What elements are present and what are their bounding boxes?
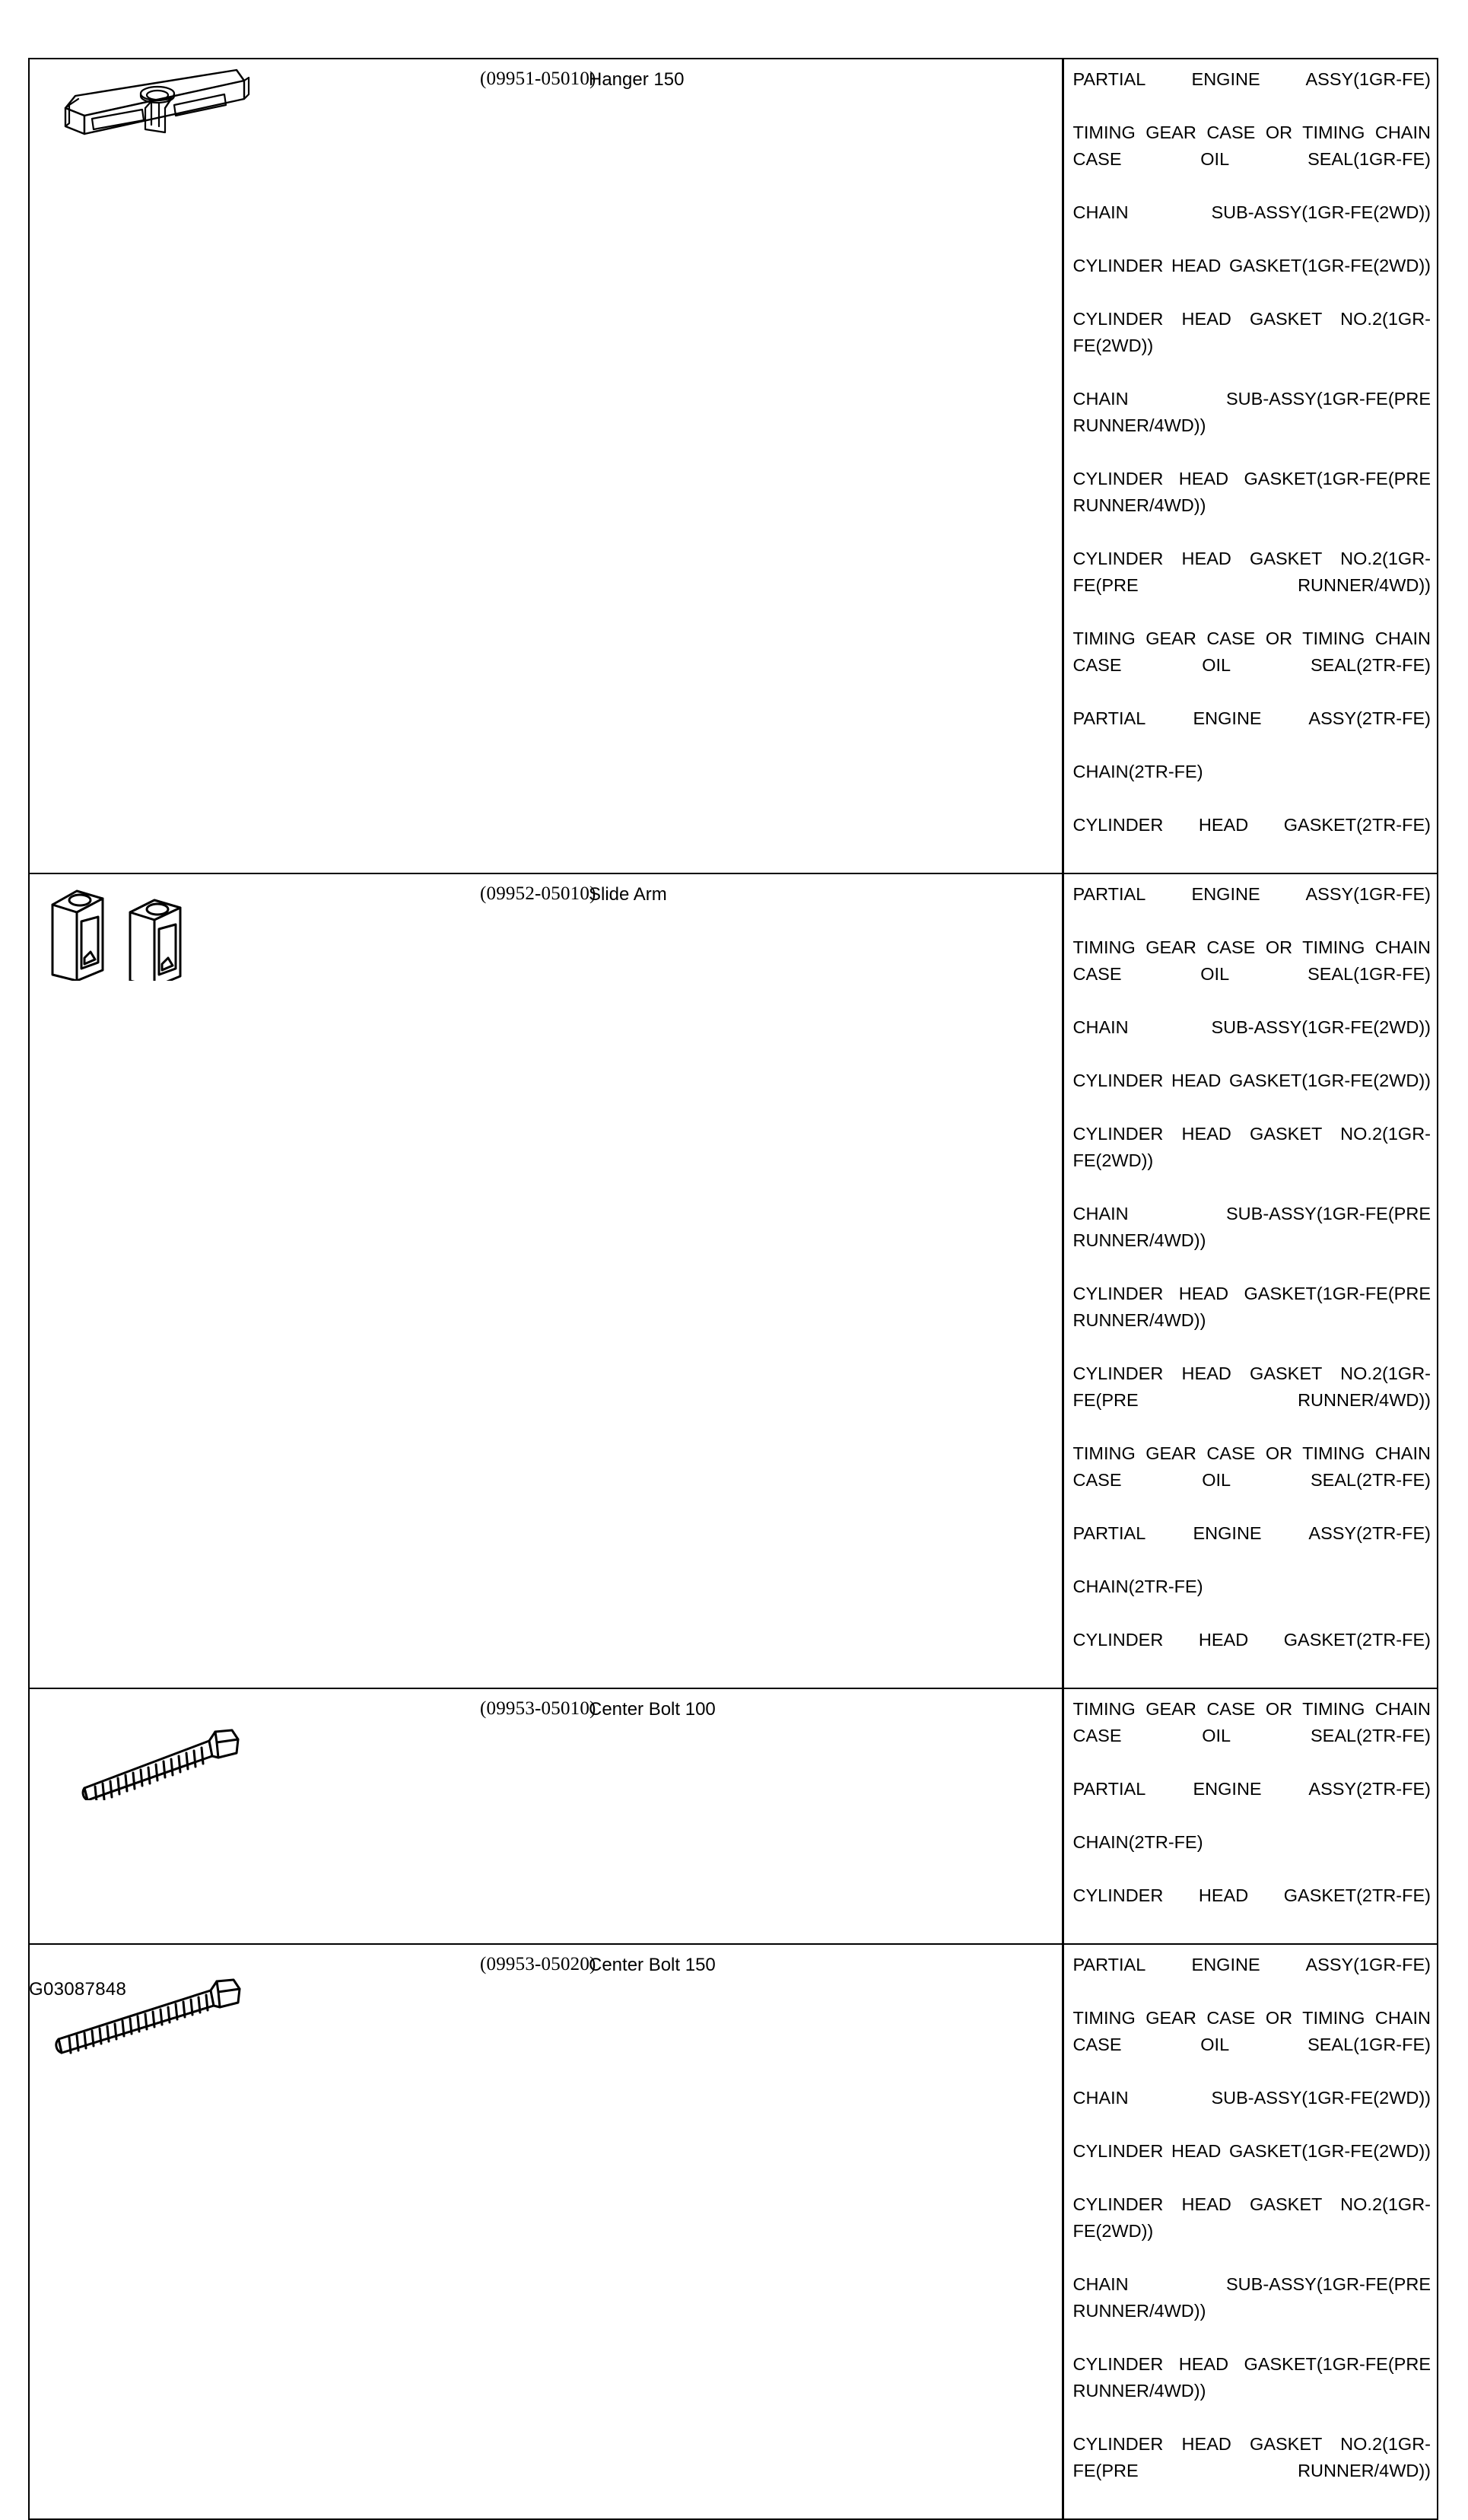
application-item: TIMING GEAR CASE OR TIMING CHAIN CASE OIL SEAL(2TR-FE) (1072, 1443, 1431, 1490)
table-row (29, 1688, 1438, 1944)
tool-name: Hanger 150 (589, 69, 685, 90)
tool-code: (09953-05010) (480, 1698, 596, 1719)
application-item: PARTIAL ENGINE ASSY(2TR-FE) (1072, 1779, 1431, 1799)
application-item: TIMING GEAR CASE OR TIMING CHAIN CASE OIL SEAL(1GR-FE) (1072, 937, 1431, 984)
application-item: CYLINDER HEAD GASKET(1GR-FE(PRE RUNNER/4WD)) (1072, 1284, 1431, 1330)
tool-id-cell (254, 1688, 1063, 1944)
application-item: CYLINDER HEAD GASKET NO.2(1GR-FE(PRE RUNNER/4WD)) (1072, 549, 1431, 595)
application-item: PARTIAL ENGINE ASSY(2TR-FE) (1072, 1523, 1431, 1543)
application-item: TIMING GEAR CASE OR TIMING CHAIN CASE OIL SEAL(1GR-FE) (1072, 2008, 1431, 2054)
figure-cell (29, 1944, 254, 2519)
application-item: CHAIN SUB-ASSY(1GR-FE(2WD)) (1072, 2088, 1431, 2108)
applications-list (1073, 66, 1431, 865)
table-row (29, 873, 1438, 1688)
special-service-tool-table (28, 58, 1438, 2520)
application-item: CYLINDER HEAD GASKET(2TR-FE) (1072, 815, 1431, 835)
applications-cell (1063, 1688, 1438, 1944)
code-line (254, 59, 1062, 103)
application-item: CHAIN(2TR-FE) (1072, 762, 1203, 781)
application-item: CHAIN SUB-ASSY(1GR-FE(2WD)) (1072, 202, 1431, 222)
figure-cell (29, 59, 254, 873)
application-item: CHAIN SUB-ASSY(1GR-FE(PRE RUNNER/4WD)) (1072, 389, 1431, 435)
application-item: PARTIAL ENGINE ASSY(2TR-FE) (1072, 708, 1431, 728)
tool-name: Center Bolt 100 (589, 1699, 716, 1720)
slide-arm-icon (30, 874, 255, 981)
tool-id-cell (254, 1944, 1063, 2519)
application-item: CYLINDER HEAD GASKET(2TR-FE) (1072, 1630, 1431, 1650)
tool-code: (09951-05010) (480, 68, 596, 89)
hanger-150-icon (30, 59, 255, 151)
applications-cell (1063, 59, 1438, 873)
application-item: CYLINDER HEAD GASKET(1GR-FE(2WD)) (1072, 2141, 1431, 2161)
application-item: CYLINDER HEAD GASKET(2TR-FE) (1072, 1885, 1431, 1905)
tool-name: Center Bolt 150 (589, 1955, 716, 1975)
application-item: CYLINDER HEAD GASKET(1GR-FE(2WD)) (1072, 1071, 1431, 1090)
applications-list (1073, 1952, 1431, 2511)
application-item: CHAIN SUB-ASSY(1GR-FE(PRE RUNNER/4WD)) (1072, 1204, 1431, 1250)
center-bolt-150-illustration (30, 1945, 255, 2059)
tool-id-cell (254, 59, 1063, 873)
application-item: CYLINDER HEAD GASKET NO.2(1GR-FE(2WD)) (1072, 1124, 1431, 1170)
tool-id-cell (254, 873, 1063, 1688)
code-line (254, 874, 1062, 918)
table-body (29, 59, 1438, 2519)
tool-code: (09953-05020) (480, 1954, 596, 1974)
application-item: CHAIN(2TR-FE) (1072, 1832, 1203, 1852)
application-item: PARTIAL ENGINE ASSY(1GR-FE) (1072, 69, 1431, 89)
application-item: PARTIAL ENGINE ASSY(1GR-FE) (1072, 1955, 1431, 1974)
slide-arm-illustration (30, 874, 255, 981)
application-item: CHAIN SUB-ASSY(1GR-FE(2WD)) (1072, 1017, 1431, 1037)
application-item: TIMING GEAR CASE OR TIMING CHAIN CASE OIL SEAL(2TR-FE) (1072, 628, 1431, 675)
table-row (29, 59, 1438, 873)
application-item: CYLINDER HEAD GASKET NO.2(1GR-FE(2WD)) (1072, 2194, 1431, 2241)
figure-cell (29, 1688, 254, 1944)
applications-list (1073, 881, 1431, 1680)
application-item: TIMING GEAR CASE OR TIMING CHAIN CASE OIL SEAL(2TR-FE) (1072, 1699, 1431, 1745)
figure-cell (29, 873, 254, 1688)
tool-name: Slide Arm (589, 884, 667, 905)
application-item: CHAIN SUB-ASSY(1GR-FE(PRE RUNNER/4WD)) (1072, 2274, 1431, 2321)
application-item: CYLINDER HEAD GASKET NO.2(1GR-FE(2WD)) (1072, 309, 1431, 355)
application-item: PARTIAL ENGINE ASSY(1GR-FE) (1072, 884, 1431, 904)
center-bolt-100-illustration (30, 1689, 255, 1800)
code-line (254, 1689, 1062, 1733)
application-item: CYLINDER HEAD GASKET(1GR-FE(2WD)) (1072, 256, 1431, 275)
code-line (254, 1945, 1062, 1989)
application-item: TIMING GEAR CASE OR TIMING CHAIN CASE OIL SEAL(1GR-FE) (1072, 123, 1431, 169)
applications-list (1073, 1696, 1431, 1936)
table-row (29, 1944, 1438, 2519)
applications-cell (1063, 1944, 1438, 2519)
application-item: CYLINDER HEAD GASKET NO.2(1GR-FE(PRE RUNNER/4WD)) (1072, 2434, 1431, 2480)
application-item: CHAIN(2TR-FE) (1072, 1577, 1203, 1596)
application-item: CYLINDER HEAD GASKET(1GR-FE(PRE RUNNER/4WD)) (1072, 2354, 1431, 2401)
application-item: CYLINDER HEAD GASKET(1GR-FE(PRE RUNNER/4WD)) (1072, 469, 1431, 515)
tool-code: (09952-05010) (480, 883, 596, 904)
figure-reference-code: G03087848 (29, 1979, 127, 2000)
center-bolt-100-icon (30, 1709, 255, 1800)
application-item: CYLINDER HEAD GASKET NO.2(1GR-FE(PRE RUNNER/4WD)) (1072, 1363, 1431, 1410)
hanger-150-illustration (30, 59, 255, 151)
applications-cell (1063, 873, 1438, 1688)
